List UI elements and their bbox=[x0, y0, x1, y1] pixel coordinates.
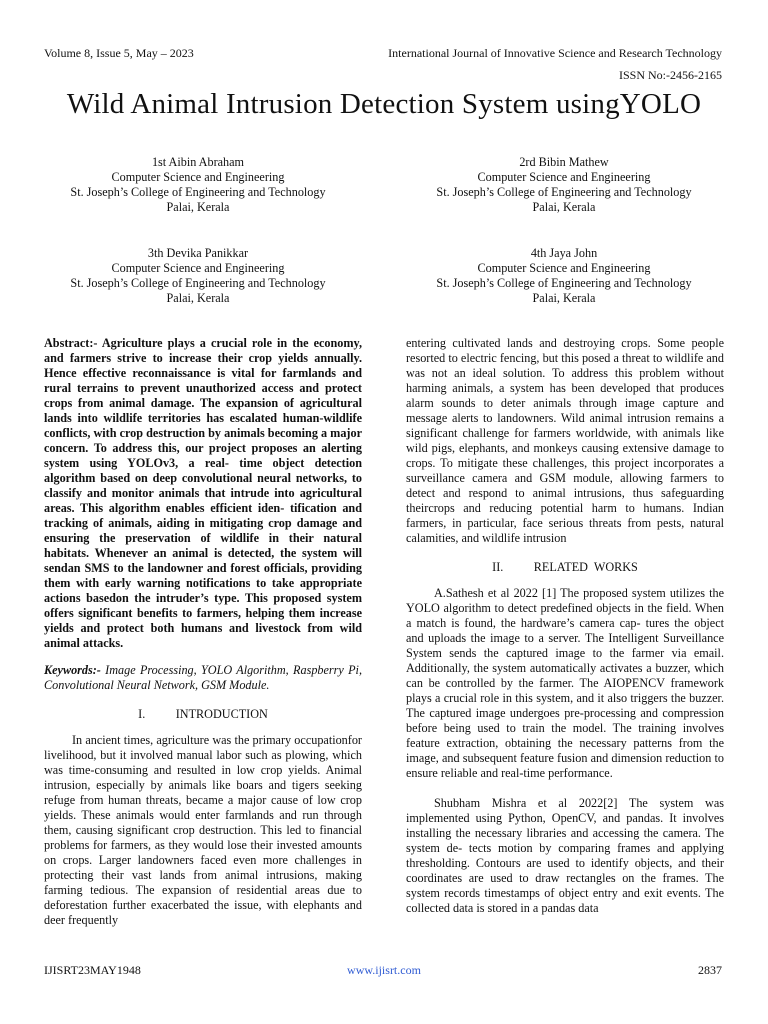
author-block bbox=[394, 246, 734, 306]
author-college: St. Joseph’s College of Engineering and Technology bbox=[436, 276, 692, 290]
author-name: 2rd Bibin Mathew bbox=[519, 155, 609, 169]
introduction-continued: entering cultivated lands and destroying crops. Some people resorted to electric fencing, but this posed a threat to wildlife and was not an ideal solution. To address this problem without harming animals, a system has been developed that produces alarm sounds to deter animals through image capture and message alerts to landowners. Wild animal intrusion remains a significant challenge for farmers worldwide, with animals like wild pigs, elephants, and monkeys causing extensive damage to crops. To mitigate these challenges, this project incorporates a surveillance camera and GSM module, allowing farmers to detect and respond to animal intrusions, thus safeguarding theircrops and reducing potential harm to humans. Indian farmers, in particular, face serious threats from pests, natural calamities, and wildlife intrusion bbox=[406, 336, 724, 545]
page-number: 2837 bbox=[698, 963, 722, 977]
paper-code: IJISRT23MAY1948 bbox=[44, 963, 141, 977]
author-block bbox=[28, 246, 368, 306]
keywords-text: Image Processing, YOLO Algorithm, Raspberry Pi, Convolutional Neural Network, GSM Module. bbox=[44, 663, 362, 692]
keywords bbox=[44, 663, 362, 693]
author-place: Palai, Kerala bbox=[532, 200, 596, 214]
volume-info: Volume 8, Issue 5, May – 2023 bbox=[44, 46, 194, 60]
author-college: St. Joseph’s College of Engineering and Technology bbox=[70, 276, 326, 290]
section-heading-introduction: I. INTRODUCTION bbox=[138, 707, 268, 721]
author-college: St. Joseph’s College of Engineering and Technology bbox=[70, 185, 326, 199]
issn: ISSN No:-2456-2165 bbox=[618, 68, 722, 82]
related-works-paragraph: Shubham Mishra et al 2022[2] The system was implemented using Python, OpenCV, and pandas. It involves installing the necessary libraries and accessing the camera. The system de- tects motion by comparing frames and applying thresholding. Contours are used to identify objects, and their coordinates are used to draw rectangles on the frames. The system records timestamps of object entry and exit events. The collected data is stored in a pandas data bbox=[406, 796, 724, 915]
author-dept: Computer Science and Engineering bbox=[111, 261, 285, 275]
introduction-paragraph: In ancient times, agriculture was the primary occupationfor livelihood, but it involved manual labor such as plowing, which was time-consuming and resulted in low crop yields. Animal intrusion, especially by animals like boars and tigers seeking refuge from human threats, became a major cause of low crop yields. These animals would enter farmlands and run through them, causing significant crop destruction. This led to financial problems for farmers, as they would lose their invested amounts on crops. Larger landowners faced even more challenges in protecting their vast lands from animal intrusions, making farming tedious. The expansion of residential areas due to deforestation further exacerbated the issue, with elephants and deer frequently bbox=[44, 733, 362, 927]
author-dept: Computer Science and Engineering bbox=[477, 261, 651, 275]
author-place: Palai, Kerala bbox=[166, 291, 230, 305]
paper-title: Wild Animal Intrusion Detection System usingYOLO bbox=[66, 88, 702, 120]
author-name: 4th Jaya John bbox=[530, 246, 598, 260]
author-block bbox=[394, 155, 734, 215]
section-heading-related-works: II. RELATED WORKS bbox=[492, 560, 638, 574]
author-block bbox=[28, 155, 368, 215]
author-dept: Computer Science and Engineering bbox=[111, 170, 285, 184]
left-column bbox=[44, 336, 362, 928]
website-link[interactable]: www.ijisrt.com bbox=[347, 963, 421, 977]
abstract: Abstract:- Agriculture plays a crucial role in the economy, and farmers strive to increase their crop yields annually. Hence effective reconnaissance is vital for farmlands and rural terrains to prevent unauthorized access and protect crops from animal damage. The expansion of agricultural lands into wildlife territories has escalated human-wildlife conflicts, with crop destruction by animals becoming a major concern. To address this, our project proposes an alerting system using YOLOv3, a real- time object detection algorithm based on deep convolutional neural networks, to classify and monitor animals that intrude into agricultural areas. This algorithm enables efficient iden- tification and tracking of animals, aiding in mitigating crop damage and ensuring the preservation of wildlife in their natural habitats. Whenever an animal is detected, the system will sendan SMS to the landowner and forest officials, providing them with early warning notifications to take appropriate actions basedon the intruder’s type. This proposed system offers significant benefits to farmers, helping them increase yields and protect both humans and livestock from wild animal attacks. bbox=[44, 336, 362, 650]
author-name: 3th Devika Panikkar bbox=[147, 246, 249, 260]
right-column bbox=[406, 336, 724, 916]
author-place: Palai, Kerala bbox=[532, 291, 596, 305]
journal-name: International Journal of Innovative Science and Research Technology bbox=[388, 46, 722, 60]
keywords-label: Keywords:- bbox=[44, 663, 101, 677]
author-dept: Computer Science and Engineering bbox=[477, 170, 651, 184]
related-works-paragraph: A.Sathesh et al 2022 [1] The proposed system utilizes the YOLO algorithm to detect predefined objects in the field. When a match is found, the hardware’s camera cap- tures the object and uploads the image to a server. The Intelligent Surveillance System sends the captured image to the farmer via email. Additionally, the system automatically activates a buzzer, which can be controlled by the farmer. The AIOPENCV framework plays a crucial role in this system, and it also triggers the buzzer. The captured image undergoes pre-processing and compression before being used to train the model. The training involves feature extraction, obtaining the necessary patterns from the image, and subsequent feature fusion and dimension reduction to ensure reliable and real-time performance. bbox=[406, 586, 724, 780]
author-place: Palai, Kerala bbox=[166, 200, 230, 214]
author-college: St. Joseph’s College of Engineering and Technology bbox=[436, 185, 692, 199]
author-name: 1st Aibin Abraham bbox=[151, 155, 245, 169]
